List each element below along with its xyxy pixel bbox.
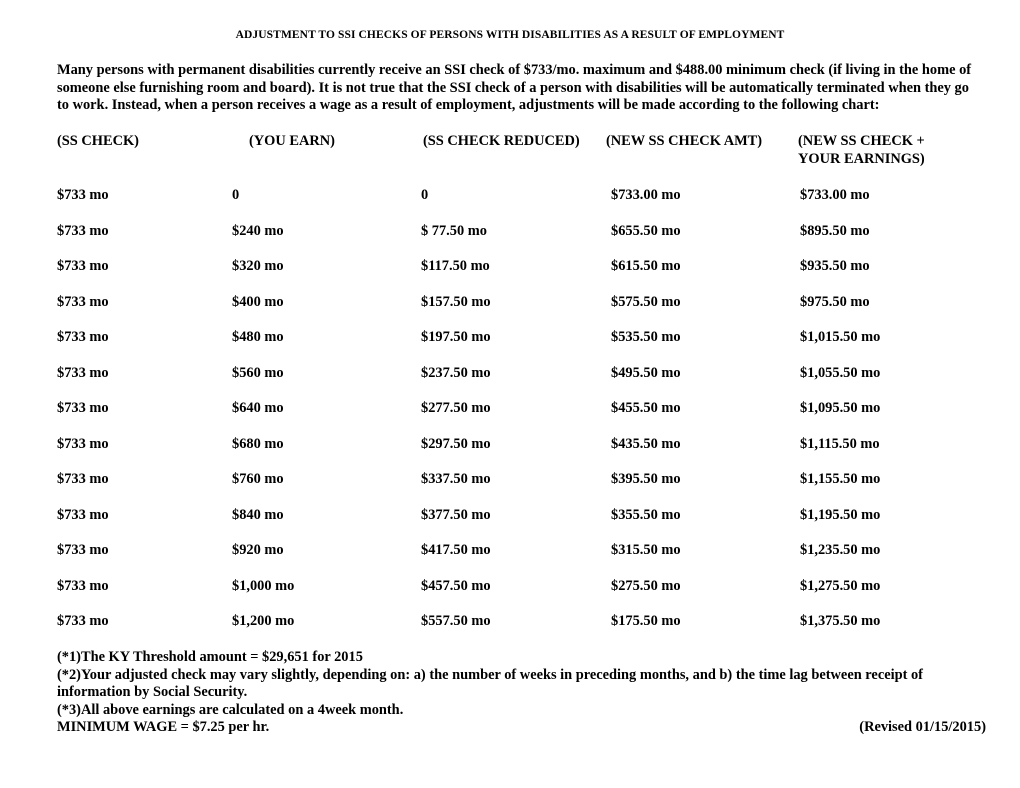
header-you-earn: (YOU EARN) <box>249 133 335 149</box>
new-ss-check-cell: $175.50 mo <box>611 613 681 629</box>
you-earn-cell: $840 mo <box>232 506 284 523</box>
ss-check-reduced-cell: $297.50 mo <box>421 435 491 452</box>
ss-check-cell: $733 mo <box>57 222 109 239</box>
table-row <box>0 469 1020 505</box>
you-earn-cell: $680 mo <box>232 435 284 452</box>
new-ss-check-cell: $575.50 mo <box>611 293 681 310</box>
new-ss-check-cell: $733.00 mo <box>611 187 681 203</box>
you-earn-cell: $320 mo <box>232 258 284 274</box>
check-plus-earnings-cell: $975.50 mo <box>800 293 870 310</box>
notes-section <box>57 649 987 737</box>
header-new-ss-check-amt: (NEW SS CHECK AMT) <box>606 133 763 149</box>
you-earn-cell: $1,200 mo <box>232 613 295 629</box>
you-earn-cell: $1,000 mo <box>232 577 295 594</box>
you-earn-cell: $760 mo <box>232 471 284 487</box>
ss-check-cell: $733 mo <box>57 400 109 416</box>
ss-check-cell: $733 mo <box>57 364 109 381</box>
ss-check-cell: $733 mo <box>57 293 109 310</box>
ss-check-cell: $733 mo <box>57 435 109 452</box>
you-earn-cell: 0 <box>232 187 240 203</box>
new-ss-check-cell: $455.50 mo <box>611 400 681 416</box>
check-plus-earnings-cell: $733.00 mo <box>800 187 870 203</box>
ss-check-reduced-cell: $337.50 mo <box>421 471 491 487</box>
check-plus-earnings-cell: $895.50 mo <box>800 222 870 239</box>
intro-paragraph: Many persons with permanent disabilities currently receive an SSI check of $733/mo. maximum and $488.00 minimum check (if living in the home of someone else furnishing room and board). It is not true that the SSI check of a person with disabilities will be automatically terminated when they go to work. Instead, when a person receives a wage as a result of employment, adjustments will be made according to the following chart: <box>57 62 972 114</box>
table-row <box>0 398 1020 434</box>
new-ss-check-cell: $615.50 mo <box>611 258 681 274</box>
note-four-week-month: (*3)All above earnings are calculated on a 4week month. <box>57 701 404 718</box>
ss-check-reduced-cell: 0 <box>421 187 429 203</box>
ss-check-cell: $733 mo <box>57 258 109 274</box>
new-ss-check-cell: $435.50 mo <box>611 435 681 452</box>
check-plus-earnings-cell: $1,115.50 mo <box>800 435 880 452</box>
new-ss-check-cell: $275.50 mo <box>611 577 681 594</box>
header-ss-check: (SS CHECK) <box>57 133 139 149</box>
new-ss-check-cell: $495.50 mo <box>611 364 681 381</box>
table-row <box>0 434 1020 470</box>
header-new-check-plus-earnings <box>798 133 925 168</box>
table-row <box>0 185 1020 221</box>
ss-check-reduced-cell: $457.50 mo <box>421 577 491 594</box>
ss-check-reduced-cell: $237.50 mo <box>421 364 491 381</box>
new-ss-check-cell: $355.50 mo <box>611 506 681 523</box>
check-plus-earnings-cell: $1,375.50 mo <box>800 613 881 629</box>
table-row <box>0 327 1020 363</box>
ss-check-reduced-cell: $557.50 mo <box>421 613 491 629</box>
you-earn-cell: $400 mo <box>232 293 284 310</box>
ss-check-reduced-cell: $417.50 mo <box>421 542 491 558</box>
minimum-wage-line <box>57 719 987 737</box>
ss-check-cell: $733 mo <box>57 187 109 203</box>
table-row <box>0 576 1020 612</box>
check-plus-earnings-cell: $1,155.50 mo <box>800 471 881 487</box>
table-row <box>0 540 1020 576</box>
minimum-wage: MINIMUM WAGE = $7.25 per hr. <box>57 719 270 736</box>
new-ss-check-cell: $535.50 mo <box>611 329 681 345</box>
new-ss-check-cell: $395.50 mo <box>611 471 681 487</box>
table-row <box>0 611 1020 647</box>
table-row <box>0 505 1020 541</box>
table-row <box>0 292 1020 328</box>
header-ss-check-reduced: (SS CHECK REDUCED) <box>423 133 580 149</box>
ss-check-cell: $733 mo <box>57 613 109 629</box>
ss-check-cell: $733 mo <box>57 471 109 487</box>
ss-check-reduced-cell: $ 77.50 mo <box>421 222 487 239</box>
revised-date: (Revised 01/15/2015) <box>859 719 986 736</box>
adjustment-table <box>0 185 1020 647</box>
table-row <box>0 363 1020 399</box>
check-plus-earnings-cell: $1,275.50 mo <box>800 577 881 594</box>
check-plus-earnings-cell: $1,195.50 mo <box>800 506 881 523</box>
new-ss-check-cell: $655.50 mo <box>611 222 681 239</box>
ss-check-reduced-cell: $277.50 mo <box>421 400 491 416</box>
check-plus-earnings-cell: $1,235.50 mo <box>800 542 881 558</box>
ss-check-cell: $733 mo <box>57 506 109 523</box>
new-ss-check-cell: $315.50 mo <box>611 542 681 558</box>
table-row <box>0 221 1020 257</box>
you-earn-cell: $560 mo <box>232 364 284 381</box>
note-adjusted-check: (*2)Your adjusted check may vary slightly, depending on: a) the number of weeks in preceding months, and b) the time lag between receipt of information by Social Security. <box>57 666 923 701</box>
ss-check-reduced-cell: $197.50 mo <box>421 329 491 345</box>
check-plus-earnings-cell: $1,015.50 mo <box>800 329 881 345</box>
you-earn-cell: $640 mo <box>232 400 284 416</box>
check-plus-earnings-cell: $935.50 mo <box>800 258 870 274</box>
check-plus-earnings-cell: $1,055.50 mo <box>800 364 881 381</box>
you-earn-cell: $240 mo <box>232 222 284 239</box>
ss-check-reduced-cell: $117.50 mo <box>421 258 490 274</box>
table-row <box>0 256 1020 292</box>
check-plus-earnings-cell: $1,095.50 mo <box>800 400 881 416</box>
ss-check-cell: $733 mo <box>57 329 109 345</box>
header-total-line1: (NEW SS CHECK + <box>798 133 925 149</box>
you-earn-cell: $480 mo <box>232 329 284 345</box>
header-total-line2: YOUR EARNINGS) <box>798 150 925 167</box>
ss-check-cell: $733 mo <box>57 542 109 558</box>
ss-check-reduced-cell: $157.50 mo <box>421 293 491 310</box>
ss-check-reduced-cell: $377.50 mo <box>421 506 491 523</box>
ss-check-cell: $733 mo <box>57 577 109 594</box>
you-earn-cell: $920 mo <box>232 542 284 558</box>
document-title: ADJUSTMENT TO SSI CHECKS OF PERSONS WITH DISABILITIES AS A RESULT OF EMPLOYMENT <box>235 29 785 41</box>
note-ky-threshold: (*1)The KY Threshold amount = $29,651 for 2015 <box>57 649 363 665</box>
